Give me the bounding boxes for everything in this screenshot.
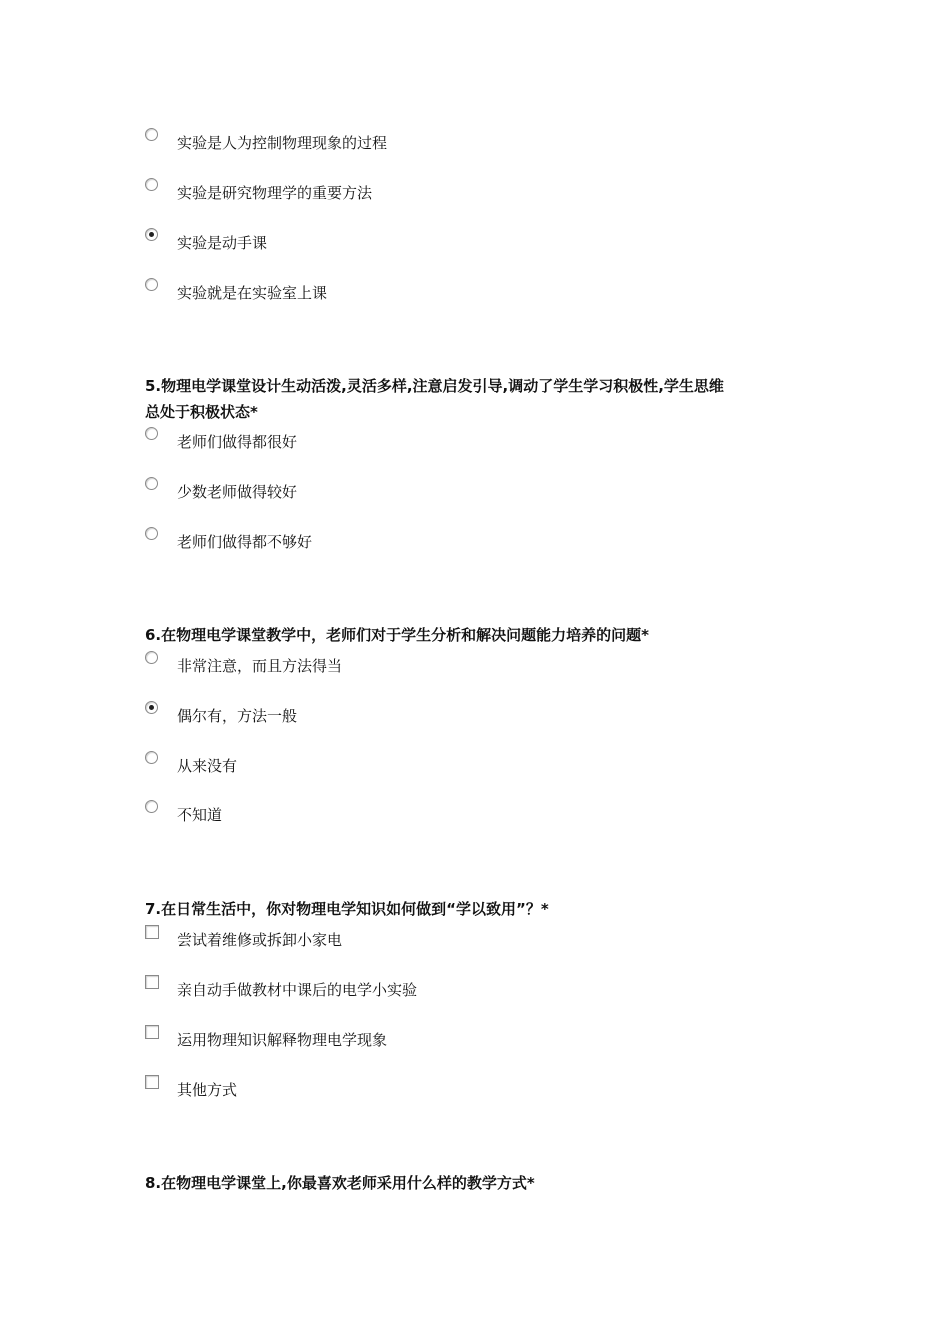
option-label: 不知道 xyxy=(177,806,223,824)
radio-button-selected[interactable] xyxy=(145,228,158,241)
option-label: 实验是人为控制物理现象的过程 xyxy=(177,134,388,152)
question-6-title: 6.在物理电学课堂教学中，老师们对于学生分析和解决问题能力培养的问题* xyxy=(145,626,649,644)
option-label: 其他方式 xyxy=(177,1081,238,1099)
question-title-line: 5.物理电学课堂设计生动活泼,灵活多样,注意启发引导,调动了学生学习积极性,学生思维 xyxy=(145,377,724,395)
checkbox[interactable] xyxy=(145,925,159,939)
option-label: 老师们做得都不够好 xyxy=(177,533,313,551)
radio-button[interactable] xyxy=(145,278,158,291)
radio-button[interactable] xyxy=(145,651,158,664)
option-label: 从来没有 xyxy=(177,757,238,775)
option-label: 运用物理知识解释物理电学现象 xyxy=(177,1031,388,1049)
option-label: 亲自动手做教材中课后的电学小实验 xyxy=(177,981,418,999)
checkbox[interactable] xyxy=(145,1075,159,1089)
radio-button[interactable] xyxy=(145,427,158,440)
option-label: 老师们做得都很好 xyxy=(177,433,298,451)
radio-button[interactable] xyxy=(145,477,158,490)
question-5-title xyxy=(145,373,825,425)
radio-button[interactable] xyxy=(145,751,158,764)
option-label: 非常注意，而且方法得当 xyxy=(177,657,343,675)
radio-button-selected[interactable] xyxy=(145,701,158,714)
option-label: 尝试着维修或拆卸小家电 xyxy=(177,931,343,949)
checkbox[interactable] xyxy=(145,1025,159,1039)
option-label: 实验是动手课 xyxy=(177,234,268,252)
question-7-title: 7.在日常生活中，你对物理电学知识如何做到“学以致用”？* xyxy=(145,900,549,918)
radio-button[interactable] xyxy=(145,527,158,540)
option-label: 实验就是在实验室上课 xyxy=(177,284,328,302)
option-label: 少数老师做得较好 xyxy=(177,483,298,501)
option-label: 偶尔有，方法一般 xyxy=(177,707,298,725)
question-title-line: 总处于积极状态* xyxy=(145,403,258,421)
option-label: 实验是研究物理学的重要方法 xyxy=(177,184,373,202)
question-8-title: 8.在物理电学课堂上,你最喜欢老师采用什么样的教学方式* xyxy=(145,1174,535,1192)
radio-button[interactable] xyxy=(145,800,158,813)
radio-button[interactable] xyxy=(145,178,158,191)
radio-button[interactable] xyxy=(145,128,158,141)
checkbox[interactable] xyxy=(145,975,159,989)
